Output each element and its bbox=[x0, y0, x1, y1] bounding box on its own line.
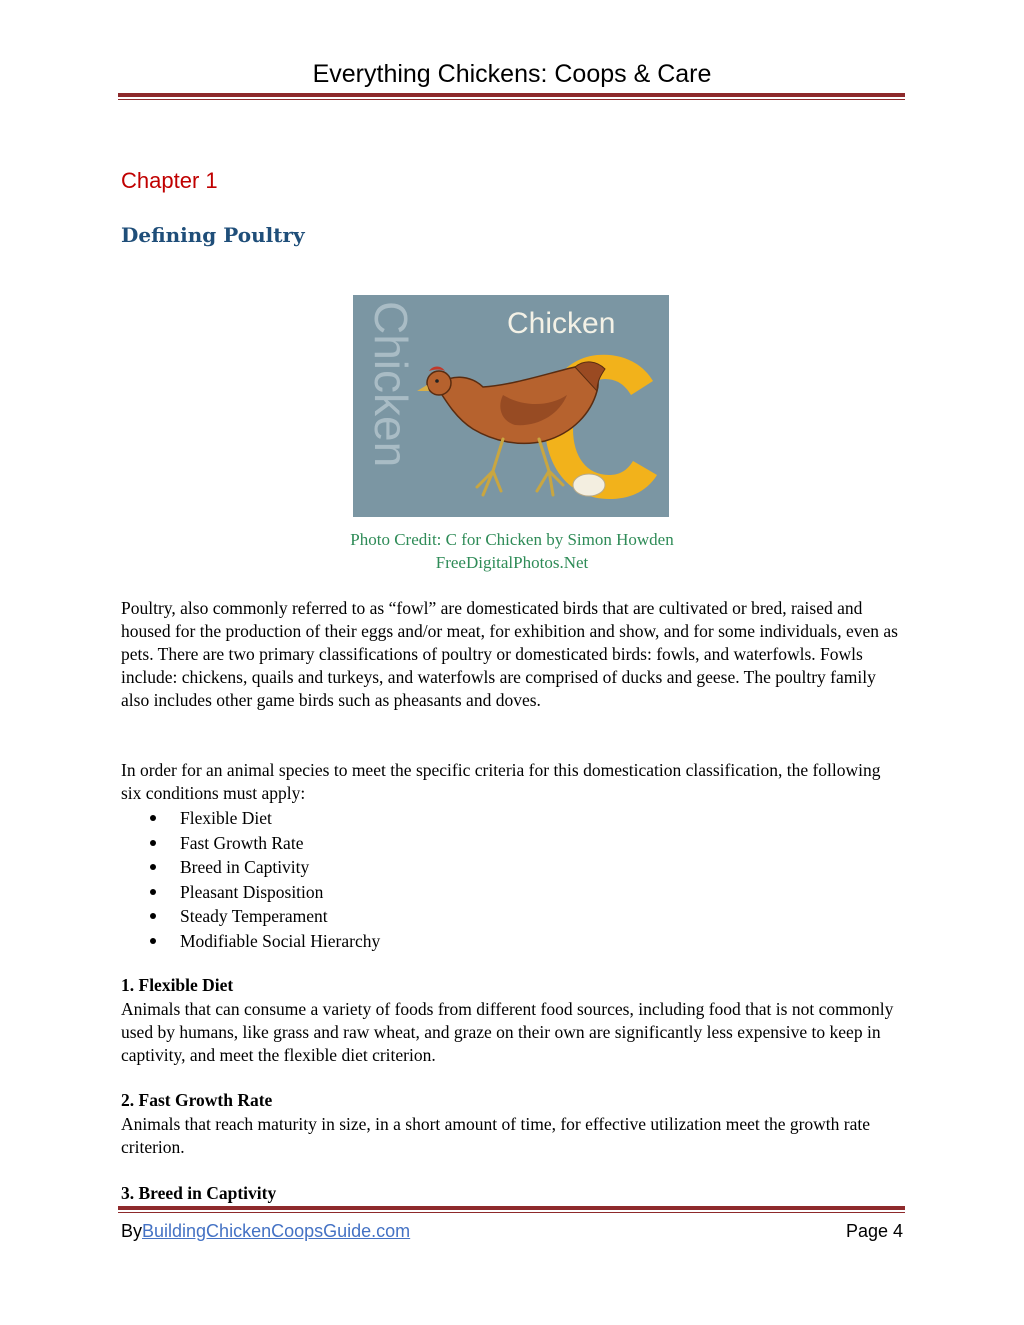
section-heading-flexible-diet: 1. Flexible Diet bbox=[121, 975, 234, 995]
running-header: Everything Chickens: Coops & Care bbox=[312, 60, 712, 88]
list-item: Flexible Diet bbox=[150, 806, 380, 831]
egg-shape bbox=[573, 474, 605, 496]
page-number: Page 4 bbox=[845, 1221, 903, 1241]
photo-credit-line2: FreeDigitalPhotos.Net bbox=[435, 553, 589, 572]
footer-attribution bbox=[121, 1221, 410, 1242]
bullet-icon bbox=[150, 889, 156, 895]
section-heading-growth-rate: 2. Fast Growth Rate bbox=[121, 1090, 273, 1110]
footer-link[interactable]: BuildingChickenCoopsGuide.com bbox=[142, 1221, 411, 1241]
conditions-list bbox=[150, 806, 380, 953]
footer-by: By bbox=[121, 1221, 143, 1241]
illustration-title-text: Chicken bbox=[507, 307, 616, 340]
photo-credit-line1: Photo Credit: C for Chicken by Simon Howden bbox=[350, 530, 674, 549]
chicken-illustration bbox=[353, 295, 669, 517]
list-item: Breed in Captivity bbox=[150, 855, 380, 880]
list-item: Steady Temperament bbox=[150, 904, 380, 929]
illustration-vertical-text: Chicken bbox=[365, 301, 417, 468]
bullet-icon bbox=[150, 840, 156, 846]
bullet-icon bbox=[150, 938, 156, 944]
chapter-heading: Chapter 1 bbox=[121, 168, 218, 193]
section-title: Defining Poultry bbox=[121, 223, 305, 247]
section-text-growth-rate: Animals that reach maturity in size, in a short amount of time, for effective utilization meet the growth rate criterion. bbox=[121, 1114, 871, 1157]
bullet-icon bbox=[150, 815, 156, 821]
section-text-flexible-diet: Animals that can consume a variety of foods from different food sources, including food that is not commonly used by humans, like grass and raw wheat, and graze on their own are significantly less expensive to keep in captivity, and meet the flexible diet criterion. bbox=[121, 999, 894, 1065]
header-rule bbox=[118, 93, 905, 100]
criteria-paragraph: In order for an animal species to meet the specific criteria for this domestication classification, the following six conditions must apply: bbox=[121, 760, 881, 803]
list-item: Pleasant Disposition bbox=[150, 880, 380, 905]
photo-credit bbox=[0, 528, 1024, 574]
intro-paragraph: Poultry, also commonly referred to as “fowl” are domesticated birds that are cultivated or bred, raised and housed for the production of their eggs and/or meat, for exhibition and show, and for some individuals, even as pets. There are two primary classifications of poultry or domesticated birds: fowls, and waterfowls. Fowls include: chickens, quails and turkeys, and waterfowls are comprised of ducks and geese. The poultry family also includes other game birds such as pheasants and doves. bbox=[121, 598, 898, 710]
list-item: Fast Growth Rate bbox=[150, 831, 380, 856]
section-heading-breed-captivity: 3. Breed in Captivity bbox=[121, 1183, 277, 1203]
footer-rule bbox=[118, 1206, 905, 1213]
list-item: Modifiable Social Hierarchy bbox=[150, 929, 380, 954]
bullet-icon bbox=[150, 864, 156, 870]
bullet-icon bbox=[150, 913, 156, 919]
